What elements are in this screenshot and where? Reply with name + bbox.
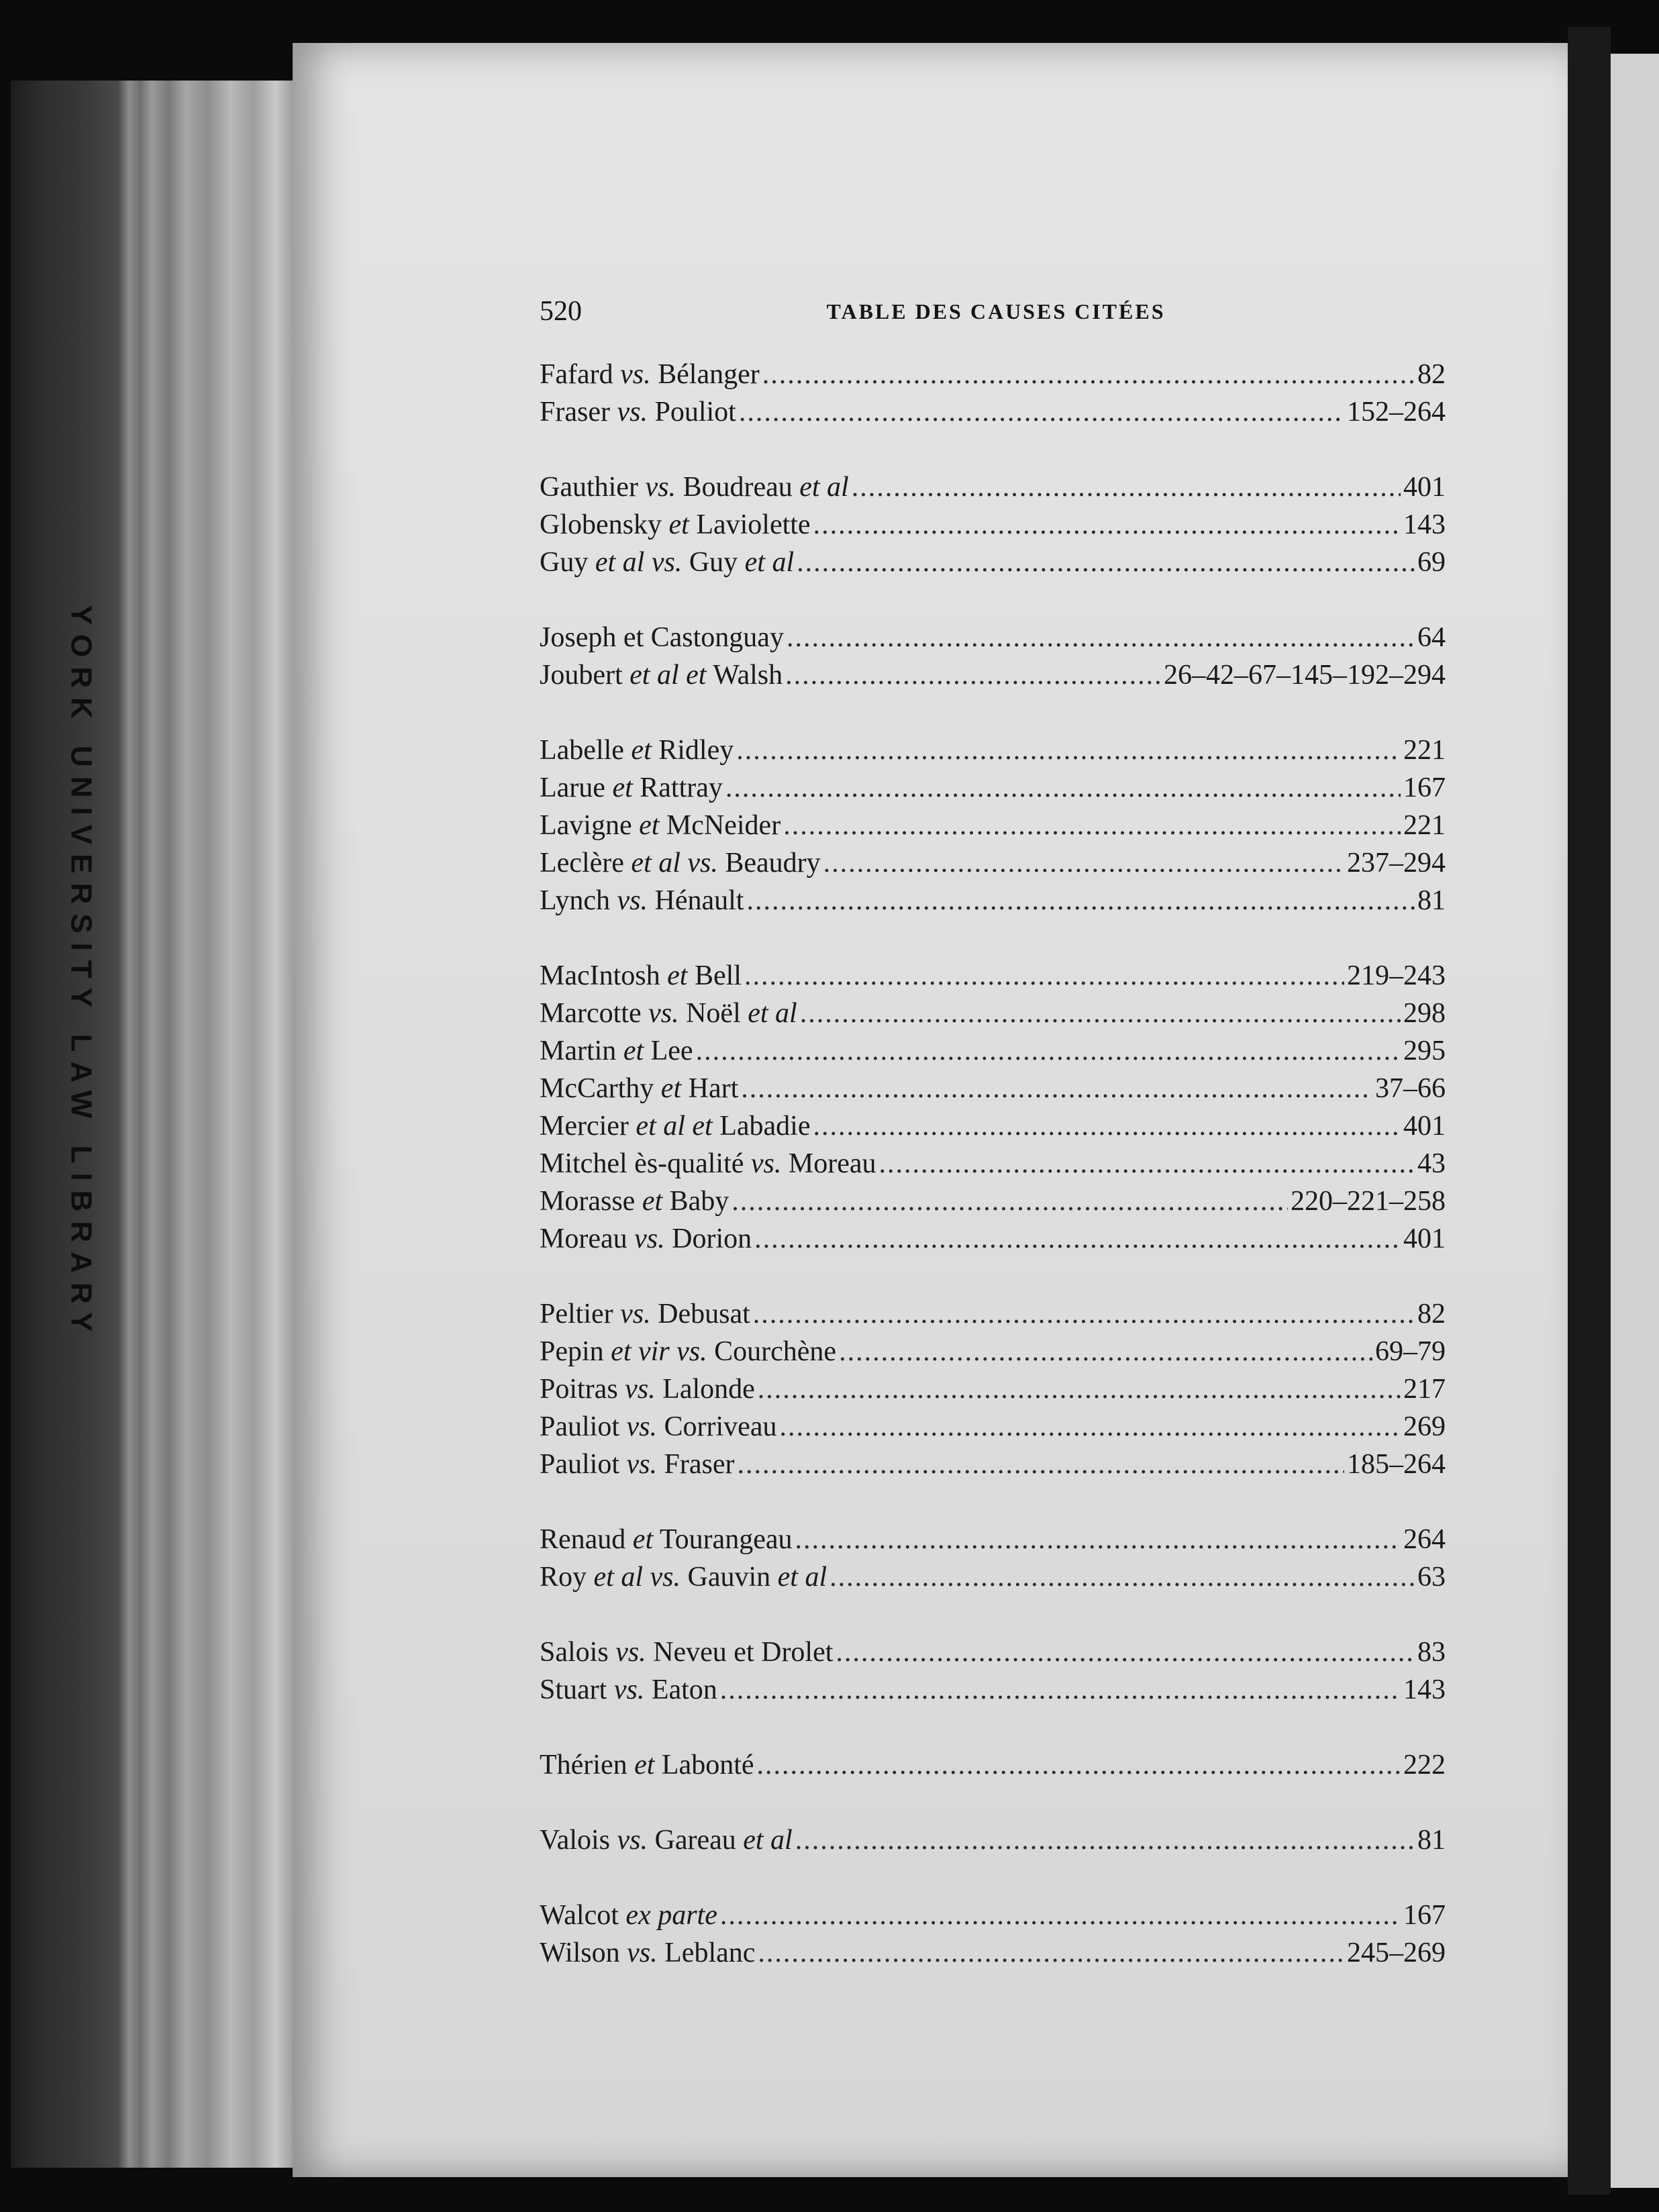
index-entry xyxy=(540,1558,1446,1596)
case-name: Pauliot vs. Fraser xyxy=(540,1449,735,1480)
index-group xyxy=(540,1897,1446,1972)
index-group xyxy=(540,356,1446,431)
index-entry xyxy=(540,1821,1446,1859)
dot-leader xyxy=(839,1333,1372,1370)
dot-leader xyxy=(720,1897,1401,1934)
dot-leader xyxy=(732,1183,1288,1220)
page-references: 69 xyxy=(1417,547,1446,578)
page-references: 82 xyxy=(1417,359,1446,390)
dot-leader xyxy=(736,732,1401,769)
page-references: 221 xyxy=(1403,810,1446,841)
case-name: Marcotte vs. Noël et al xyxy=(540,998,797,1029)
case-name: Globensky et Laviolette xyxy=(540,509,811,540)
case-name: Salois vs. Neveu et Drolet xyxy=(540,1637,834,1668)
index-entry xyxy=(540,807,1446,844)
page-header xyxy=(540,295,1452,336)
case-name: Labelle et Ridley xyxy=(540,735,734,766)
dot-leader xyxy=(758,1370,1401,1408)
dot-leader xyxy=(830,1558,1415,1596)
case-name: Leclère et al vs. Beaudry xyxy=(540,848,821,878)
case-name: Fraser vs. Pouliot xyxy=(540,397,736,428)
case-name: McCarthy et Hart xyxy=(540,1073,739,1104)
page-references: 143 xyxy=(1403,509,1446,540)
case-name: Walcot ex parte xyxy=(540,1900,717,1931)
page-references: 43 xyxy=(1417,1148,1446,1179)
index-entry xyxy=(540,656,1446,694)
index-entry xyxy=(540,995,1446,1032)
dot-leader xyxy=(737,1446,1344,1483)
page-references: 37–66 xyxy=(1375,1073,1446,1104)
dot-leader xyxy=(696,1032,1401,1070)
page-references: 64 xyxy=(1417,622,1446,653)
page-references: 81 xyxy=(1417,885,1446,916)
case-name: Moreau vs. Dorion xyxy=(540,1223,752,1254)
index-entry xyxy=(540,1633,1446,1671)
case-name: Lavigne et McNeider xyxy=(540,810,781,841)
index-entry xyxy=(540,1408,1446,1446)
dot-leader xyxy=(795,1521,1401,1558)
facing-page-edge xyxy=(1611,54,1659,2188)
dot-leader xyxy=(823,844,1344,882)
page-references: 167 xyxy=(1403,1900,1446,1931)
index-entry xyxy=(540,393,1446,431)
index-entry xyxy=(540,356,1446,393)
dot-leader xyxy=(797,544,1415,581)
case-name: Poitras vs. Lalonde xyxy=(540,1374,755,1405)
page-references: 295 xyxy=(1403,1036,1446,1066)
case-name: Gauthier vs. Boudreau et al xyxy=(540,472,849,503)
dot-leader xyxy=(739,393,1344,431)
page-references: 185–264 xyxy=(1347,1449,1446,1480)
dot-leader xyxy=(836,1633,1415,1671)
page-references: 217 xyxy=(1403,1374,1446,1405)
case-name: Larue et Rattray xyxy=(540,772,723,803)
page-references: 264 xyxy=(1403,1524,1446,1555)
page-references: 245–269 xyxy=(1347,1938,1446,1968)
case-index xyxy=(540,356,1446,2009)
case-name: Mercier et al et Labadie xyxy=(540,1111,811,1142)
dot-leader xyxy=(753,1295,1415,1333)
page-references: 222 xyxy=(1403,1750,1446,1780)
dot-leader xyxy=(795,1821,1415,1859)
page-references: 152–264 xyxy=(1347,397,1446,428)
dot-leader xyxy=(757,1746,1401,1784)
index-group xyxy=(540,1633,1446,1709)
page-references: 269 xyxy=(1403,1411,1446,1442)
case-name: Thérien et Labonté xyxy=(540,1750,754,1780)
case-name: Martin et Lee xyxy=(540,1036,693,1066)
index-entry xyxy=(540,1746,1446,1784)
index-entry xyxy=(540,619,1446,656)
case-name: Morasse et Baby xyxy=(540,1186,730,1217)
index-entry xyxy=(540,1145,1446,1183)
running-title: TABLE DES CAUSES CITÉES xyxy=(826,299,1166,323)
dot-leader xyxy=(783,807,1401,844)
dot-leader xyxy=(725,769,1401,807)
dot-leader xyxy=(779,1408,1401,1446)
index-entry xyxy=(540,468,1446,506)
gutter-shadow xyxy=(1568,27,1611,2195)
case-name: Stuart vs. Eaton xyxy=(540,1674,717,1705)
case-name: Peltier vs. Debusat xyxy=(540,1299,750,1329)
index-entry xyxy=(540,957,1446,995)
case-name: Wilson vs. Leblanc xyxy=(540,1938,756,1968)
index-group xyxy=(540,732,1446,919)
dot-leader xyxy=(813,1107,1401,1145)
dot-leader xyxy=(800,995,1401,1032)
index-entry xyxy=(540,769,1446,807)
case-name: Joubert et al et Walsh xyxy=(540,660,783,691)
dot-leader xyxy=(785,656,1161,694)
index-entry xyxy=(540,1070,1446,1107)
page-references: 83 xyxy=(1417,1637,1446,1668)
index-entry xyxy=(540,1032,1446,1070)
index-entry xyxy=(540,506,1446,544)
page-references: 81 xyxy=(1417,1825,1446,1856)
page-references: 401 xyxy=(1403,472,1446,503)
case-name: Joseph et Castonguay xyxy=(540,622,784,653)
index-entry xyxy=(540,844,1446,882)
page-references: 401 xyxy=(1403,1111,1446,1142)
dot-leader xyxy=(879,1145,1415,1183)
dot-leader xyxy=(758,1934,1344,1972)
page-references: 298 xyxy=(1403,998,1446,1029)
index-group xyxy=(540,1295,1446,1483)
page-references: 143 xyxy=(1403,1674,1446,1705)
page-number: 520 xyxy=(540,296,582,327)
dot-leader xyxy=(813,506,1401,544)
index-entry xyxy=(540,1370,1446,1408)
case-name: Valois vs. Gareau et al xyxy=(540,1825,793,1856)
spine-label-text: YORK UNIVERSITY LAW LIBRARY xyxy=(64,605,97,1342)
case-name: Pepin et vir vs. Courchène xyxy=(540,1336,837,1367)
page-references: 26–42–67–145–192–294 xyxy=(1164,660,1446,691)
case-name: Mitchel ès-qualité vs. Moreau xyxy=(540,1148,876,1179)
index-group xyxy=(540,468,1446,581)
page-references: 401 xyxy=(1403,1223,1446,1254)
case-name: Fafard vs. Bélanger xyxy=(540,359,760,390)
index-entry xyxy=(540,1220,1446,1258)
case-name: Guy et al vs. Guy et al xyxy=(540,547,795,578)
dot-leader xyxy=(762,356,1415,393)
case-name: Pauliot vs. Corriveau xyxy=(540,1411,777,1442)
page-references: 69–79 xyxy=(1375,1336,1446,1367)
index-group xyxy=(540,1746,1446,1784)
page-references: 220–221–258 xyxy=(1291,1186,1446,1217)
spine-label xyxy=(27,604,134,1342)
page-references: 167 xyxy=(1403,772,1446,803)
index-entry xyxy=(540,1897,1446,1934)
dot-leader xyxy=(852,468,1401,506)
index-entry xyxy=(540,732,1446,769)
dot-leader xyxy=(744,957,1344,995)
index-entry xyxy=(540,544,1446,581)
case-name: MacIntosh et Bell xyxy=(540,960,742,991)
dot-leader xyxy=(787,619,1415,656)
index-group xyxy=(540,619,1446,694)
index-entry xyxy=(540,1934,1446,1972)
index-entry xyxy=(540,1671,1446,1709)
page-references: 237–294 xyxy=(1347,848,1446,878)
index-entry xyxy=(540,1521,1446,1558)
index-entry xyxy=(540,1107,1446,1145)
case-name: Renaud et Tourangeau xyxy=(540,1524,793,1555)
index-group xyxy=(540,1521,1446,1596)
index-entry xyxy=(540,1183,1446,1220)
case-name: Roy et al vs. Gauvin et al xyxy=(540,1562,827,1593)
index-entry xyxy=(540,882,1446,919)
page-references: 219–243 xyxy=(1347,960,1446,991)
index-entry xyxy=(540,1333,1446,1370)
index-entry xyxy=(540,1446,1446,1483)
dot-leader xyxy=(746,882,1415,919)
index-group xyxy=(540,1821,1446,1859)
page-references: 63 xyxy=(1417,1562,1446,1593)
case-name: Lynch vs. Hénault xyxy=(540,885,744,916)
index-group xyxy=(540,957,1446,1258)
dot-leader xyxy=(720,1671,1401,1709)
dot-leader xyxy=(754,1220,1401,1258)
page-references: 82 xyxy=(1417,1299,1446,1329)
index-entry xyxy=(540,1295,1446,1333)
dot-leader xyxy=(741,1070,1372,1107)
page-references: 221 xyxy=(1403,735,1446,766)
